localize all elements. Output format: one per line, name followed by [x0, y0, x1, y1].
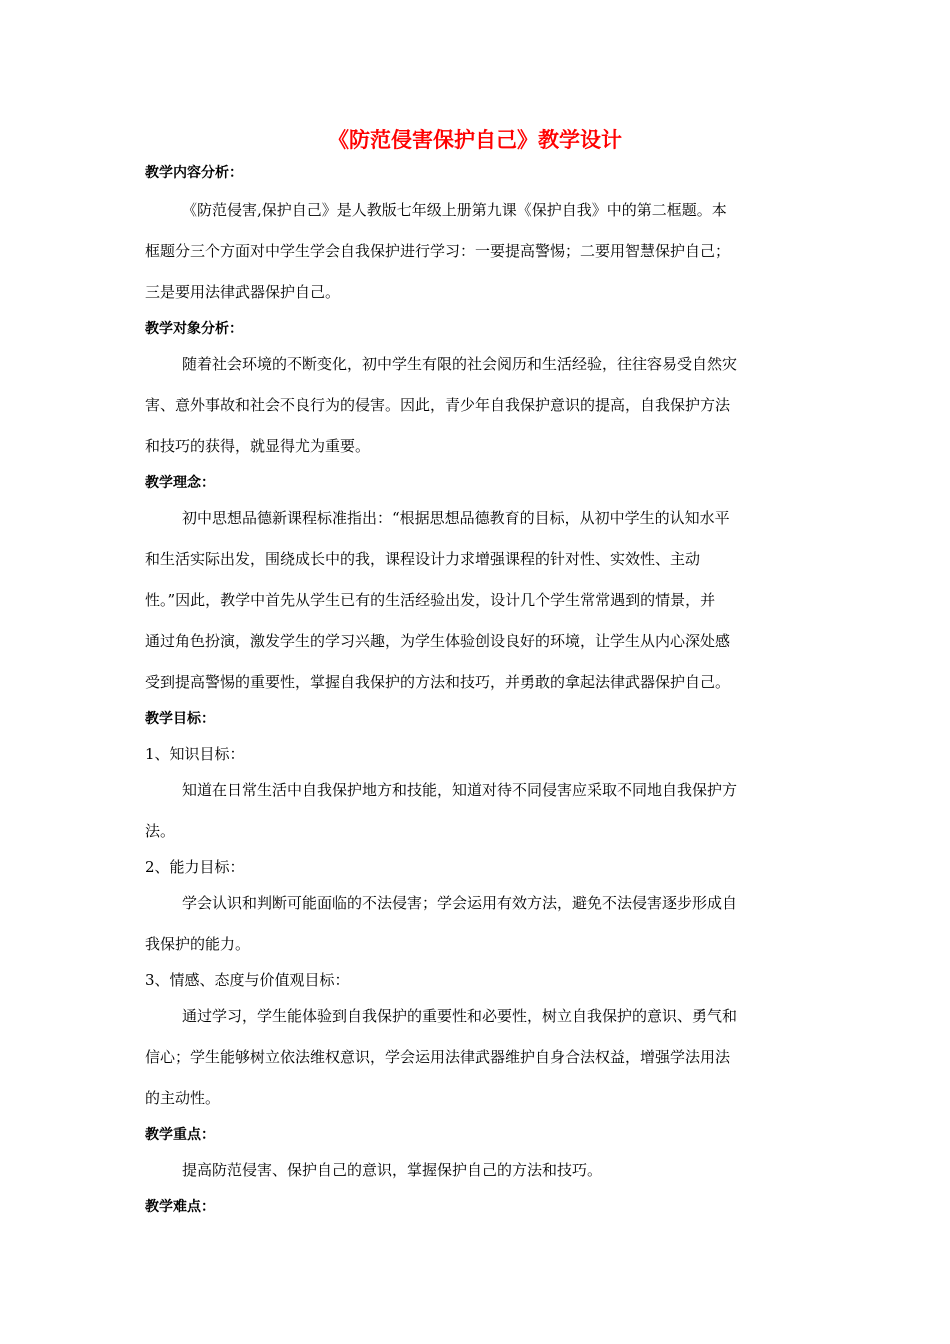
- paragraph-line: 和技巧的获得，就显得尤为重要。: [145, 437, 371, 455]
- paragraph-line: 和生活实际出发，围绕成长中的我，课程设计力求增强课程的针对性、实效性、主动: [145, 550, 701, 568]
- knowledge-goal-label: 1、知识目标：: [145, 745, 245, 763]
- paragraph-line: 法。: [145, 822, 176, 840]
- paragraph-line: 通过学习，学生能体验到自我保护的重要性和必要性，树立自我保护的意识、勇气和: [182, 1007, 738, 1025]
- paragraph-line: 三是要用法律武器保护自己。: [145, 283, 341, 301]
- paragraph-line: 通过角色扮演，激发学生的学习兴趣，为学生体验创设良好的环境，让学生从内心深处感: [145, 632, 731, 650]
- object-analysis-heading: 教学对象分析：: [145, 321, 243, 337]
- content-analysis-heading: 教学内容分析：: [145, 165, 243, 181]
- paragraph-line: 学会认识和判断可能面临的不法侵害；学会运用有效方法，避免不法侵害逐步形成自: [182, 894, 738, 912]
- difficulties-heading: 教学难点：: [145, 1199, 215, 1215]
- paragraph-line: 框题分三个方面对中学生学会自我保护进行学习：一要提高警惕；二要用智慧保护自己；: [145, 242, 731, 260]
- paragraph-line: 信心；学生能够树立依法维权意识，学会运用法律武器维护自身合法权益，增强学法用法: [145, 1048, 731, 1066]
- paragraph-line: 的主动性。: [145, 1089, 221, 1107]
- document-title: 《防范侵害保护自己》教学设计: [328, 128, 622, 152]
- paragraph-line: 《防范侵害,保护自己》是人教版七年级上册第九课《保护自我》中的第二框题。本: [182, 201, 727, 219]
- ability-goal-label: 2、能力目标：: [145, 858, 245, 876]
- paragraph-line: 害、意外事故和社会不良行为的侵害。因此，青少年自我保护意识的提高，自我保护方法: [145, 396, 731, 414]
- paragraph-line: 初中思想品德新课程标准指出：“根据思想品德教育的目标，从初中学生的认知水平: [182, 509, 730, 527]
- goals-heading: 教学目标：: [145, 711, 215, 727]
- paragraph-line: 随着社会环境的不断变化，初中学生有限的社会阅历和生活经验，往往容易受自然灾: [182, 355, 738, 373]
- paragraph-line: 提高防范侵害、保护自己的意识，掌握保护自己的方法和技巧。: [182, 1161, 603, 1179]
- attitude-goal-label: 3、情感、态度与价值观目标：: [145, 971, 350, 989]
- paragraph-line: 知道在日常生活中自我保护地方和技能，知道对待不同侵害应采取不同地自我保护方: [182, 781, 738, 799]
- philosophy-heading: 教学理念：: [145, 475, 215, 491]
- paragraph-line: 我保护的能力。: [145, 935, 251, 953]
- paragraph-line: 受到提高警惕的重要性，掌握自我保护的方法和技巧，并勇敢的拿起法律武器保护自己。: [145, 673, 731, 691]
- key-points-heading: 教学重点：: [145, 1127, 215, 1143]
- paragraph-line: 性。”因此，教学中首先从学生已有的生活经验出发，设计几个学生常常遇到的情景，并: [145, 591, 716, 609]
